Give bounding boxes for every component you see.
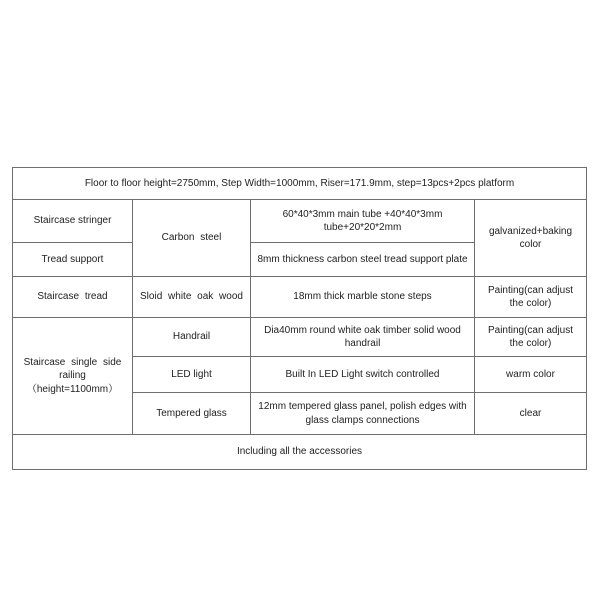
specification-cell — [251, 357, 475, 393]
material-text: Tempered glass — [156, 407, 227, 419]
specification-cell — [251, 393, 475, 435]
finish-text: warm color — [506, 368, 555, 380]
table-row — [13, 318, 587, 357]
material-cell — [133, 318, 251, 357]
specification-text: 8mm thickness carbon steel tread support plate — [257, 253, 468, 265]
specification-cell — [251, 200, 475, 243]
header-text: Floor to floor height=2750mm, Step Width=1000mm, Riser=171.9mm, step=13pcs+2pcs platform — [84, 177, 515, 189]
finish-text: Painting(can adjust the color) — [487, 284, 574, 309]
finish-cell — [475, 393, 587, 435]
finish-cell — [475, 318, 587, 357]
table-header-row — [13, 168, 587, 200]
finish-text: Painting(can adjust the color) — [487, 324, 574, 349]
material-cell — [133, 200, 251, 277]
component-text: Staircase tread — [37, 291, 108, 303]
finish-text: galvanized+baking color — [488, 225, 573, 250]
component-cell — [13, 243, 133, 277]
material-text: Carbon steel — [161, 232, 222, 244]
finish-cell — [475, 357, 587, 393]
component-text: Tread support — [41, 253, 104, 265]
material-cell — [133, 393, 251, 435]
component-text: Staircase stringer — [33, 215, 112, 227]
staircase-spec-table — [12, 167, 587, 470]
specification-cell — [251, 318, 475, 357]
table-row — [13, 277, 587, 318]
specification-text: 12mm tempered glass panel, polish edges with glass clamps connections — [258, 401, 467, 426]
table-header-cell — [13, 168, 587, 200]
specification-text: 60*40*3mm main tube +40*40*3mm tube+20*20*2mm — [282, 208, 443, 233]
specification-text: Dia40mm round white oak timber solid wood handrail — [264, 324, 461, 349]
component-text: Staircase single side railing（height=1100mm） — [23, 356, 122, 395]
specification-cell — [251, 277, 475, 318]
material-cell — [133, 277, 251, 318]
component-cell — [13, 318, 133, 435]
finish-cell — [475, 200, 587, 277]
table-footer-row — [13, 435, 587, 470]
finish-cell — [475, 277, 587, 318]
table-row — [13, 200, 587, 243]
material-text: Sloid white oak wood — [140, 291, 243, 303]
finish-text: clear — [519, 407, 542, 419]
specification-text: Built In LED Light switch controlled — [285, 368, 440, 380]
footer-text: Including all the accessories — [236, 446, 363, 458]
component-cell — [13, 200, 133, 243]
component-cell — [13, 277, 133, 318]
table-footer-cell — [13, 435, 587, 470]
specification-cell — [251, 243, 475, 277]
specification-text: 18mm thick marble stone steps — [293, 291, 432, 303]
material-text: LED light — [171, 368, 212, 380]
material-cell — [133, 357, 251, 393]
material-text: Handrail — [172, 331, 211, 343]
